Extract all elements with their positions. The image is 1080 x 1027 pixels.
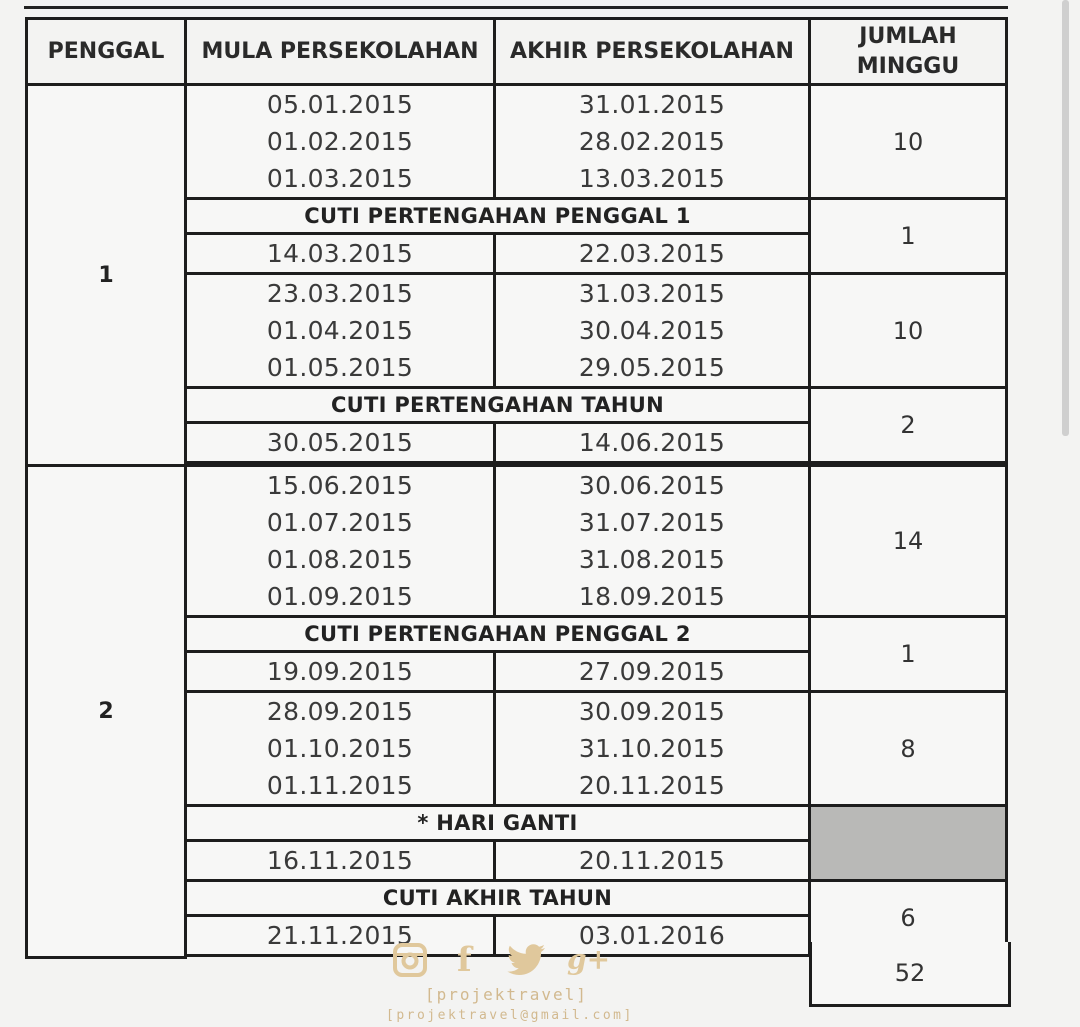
p2-ganti-minggu-shaded — [810, 806, 1007, 881]
p1-b1-minggu: 10 — [810, 85, 1007, 199]
p2-b1-akhir — [495, 466, 810, 617]
watermark-handle: [projektravel] — [425, 985, 588, 1004]
p1-cuti2-akhir: 14.06.2015 — [495, 423, 810, 463]
header-mula: MULA PERSEKOLAHAN — [186, 19, 495, 85]
p2-cuti1-mula: 19.09.2015 — [186, 652, 495, 692]
p1-b2-akhir — [495, 274, 810, 388]
date: 01.04.2015 — [266, 316, 414, 345]
school-calendar-table — [25, 17, 1008, 959]
p2-cuti2-title: CUTI AKHIR TAHUN — [186, 881, 810, 916]
header-jumlah-line2: MINGGU — [856, 53, 960, 79]
date: 30.06.2015 — [578, 471, 726, 500]
date: 01.10.2015 — [266, 734, 414, 763]
date: 31.01.2015 — [578, 90, 726, 119]
header-penggal: PENGGAL — [27, 19, 186, 85]
p1-b2-minggu: 10 — [810, 274, 1007, 388]
p2-b2-mula — [186, 692, 495, 806]
scrollbar[interactable] — [1062, 0, 1069, 436]
date: 01.07.2015 — [266, 508, 414, 537]
p2-ganti-title: * HARI GANTI — [186, 806, 810, 841]
watermark-email: [projektravel@gmail.com] — [386, 1008, 634, 1023]
p2-b2-akhir — [495, 692, 810, 806]
penggal-1-label: 1 — [27, 85, 186, 466]
date: 31.07.2015 — [578, 508, 726, 537]
p2-cuti2-minggu: 6 — [810, 881, 1007, 956]
header-jumlah-line1: JUMLAH — [859, 23, 957, 49]
p2-b1-mula — [186, 466, 495, 617]
p1-cuti2-mula: 30.05.2015 — [186, 423, 495, 463]
p1-b1-mula — [186, 85, 495, 199]
date: 01.09.2015 — [266, 582, 414, 611]
date: 01.03.2015 — [266, 164, 414, 193]
p2-ganti-akhir: 20.11.2015 — [495, 841, 810, 881]
p1-b1-akhir — [495, 85, 810, 199]
p1-cuti2-title: CUTI PERTENGAHAN TAHUN — [186, 388, 810, 423]
date: 31.10.2015 — [578, 734, 726, 763]
google-plus-icon[interactable]: g+ — [567, 943, 611, 976]
p1-cuti1-minggu: 1 — [810, 199, 1007, 274]
top-border — [24, 0, 1008, 9]
p2-cuti1-minggu: 1 — [810, 617, 1007, 692]
date: 01.08.2015 — [266, 545, 414, 574]
social-icons — [391, 940, 611, 980]
header-jumlah — [810, 19, 1007, 85]
date: 30.04.2015 — [578, 316, 726, 345]
facebook-icon[interactable]: f — [457, 940, 472, 980]
instagram-icon[interactable] — [393, 940, 427, 986]
date: 01.02.2015 — [266, 127, 414, 156]
total-minggu: 52 — [809, 942, 1011, 1007]
p1-cuti1-mula: 14.03.2015 — [186, 234, 495, 274]
p2-cuti1-akhir: 27.09.2015 — [495, 652, 810, 692]
header-akhir: AKHIR PERSEKOLAHAN — [495, 19, 810, 85]
date: 29.05.2015 — [578, 353, 726, 382]
p2-ganti-mula: 16.11.2015 — [186, 841, 495, 881]
p1-cuti2-minggu: 2 — [810, 388, 1007, 463]
p1-b2-mula — [186, 274, 495, 388]
date: 23.03.2015 — [266, 279, 414, 308]
date: 01.11.2015 — [266, 771, 414, 800]
date: 28.09.2015 — [266, 697, 414, 726]
date: 30.09.2015 — [578, 697, 726, 726]
p2-b2-minggu: 8 — [810, 692, 1007, 806]
p2-cuti2-mula: 21.11.2015 — [186, 916, 495, 956]
date: 18.09.2015 — [578, 582, 726, 611]
p2-cuti2-akhir: 03.01.2016 — [495, 916, 810, 956]
date: 28.02.2015 — [578, 127, 726, 156]
date: 15.06.2015 — [266, 471, 414, 500]
date: 01.05.2015 — [266, 353, 414, 382]
date: 13.03.2015 — [578, 164, 726, 193]
date: 05.01.2015 — [266, 90, 414, 119]
p2-cuti1-title: CUTI PERTENGAHAN PENGGAL 2 — [186, 617, 810, 652]
date: 20.11.2015 — [578, 771, 726, 800]
p2-b1-minggu: 14 — [810, 466, 1007, 617]
date: 31.03.2015 — [578, 279, 726, 308]
p1-cuti1-akhir: 22.03.2015 — [495, 234, 810, 274]
p1-cuti1-title: CUTI PERTENGAHAN PENGGAL 1 — [186, 199, 810, 234]
date: 31.08.2015 — [578, 545, 726, 574]
penggal-2-label: 2 — [27, 466, 186, 958]
twitter-icon[interactable] — [507, 940, 547, 986]
